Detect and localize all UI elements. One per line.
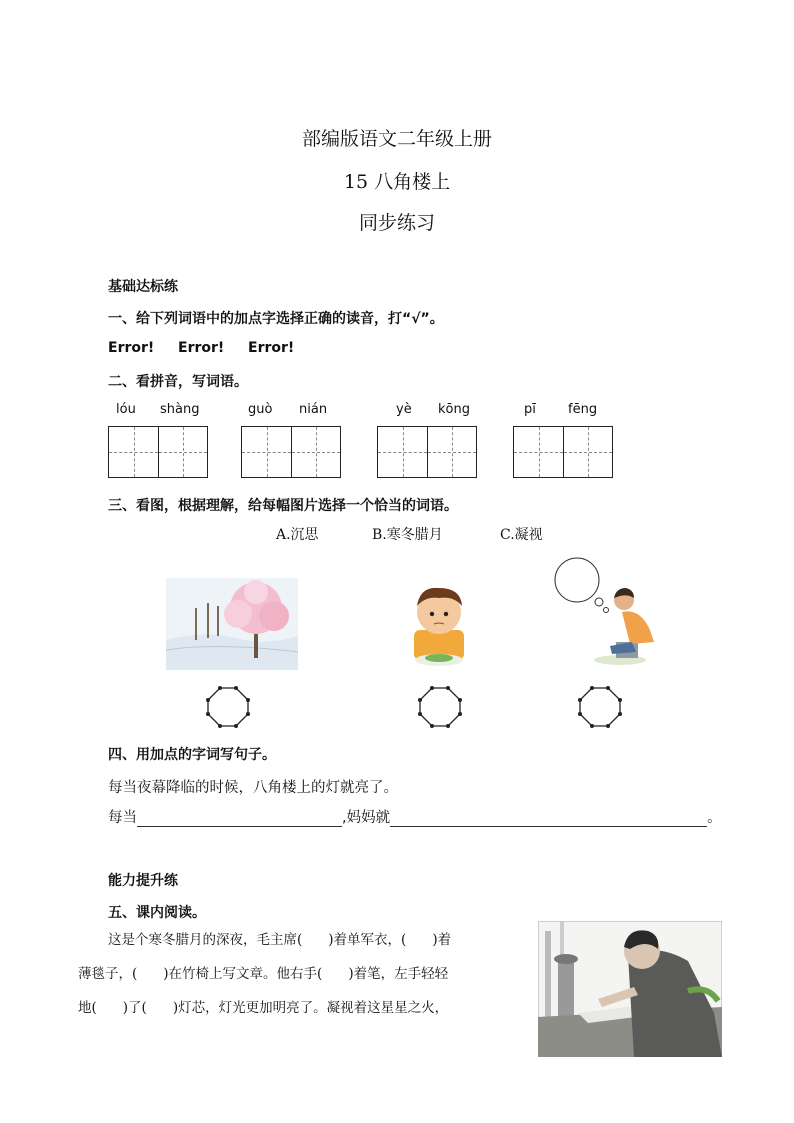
pinyin: fēng — [568, 402, 598, 417]
answer-octagon[interactable] — [206, 686, 250, 728]
page-title: 部编版语文二年级上册 — [301, 128, 492, 150]
writing-at-desk-picture — [538, 921, 722, 1057]
reading-passage-3 — [78, 991, 538, 1025]
q4-blank-1[interactable] — [137, 812, 342, 827]
writing-grid[interactable] — [513, 426, 613, 478]
q4-blank-end: 。 — [707, 810, 722, 826]
passage-line: 薄毯子，( )在竹椅上写文章。他右手( )着笔，左手轻轻 — [78, 966, 449, 982]
passage-line: 地( )了( )灯芯，灯光更加明亮了。凝视着这星星之火， — [78, 1000, 449, 1016]
q4-answer-line — [108, 806, 722, 827]
pinyin: lóu — [116, 402, 136, 417]
option-a: A.沉思 — [276, 527, 319, 543]
pinyin: nián — [299, 402, 328, 417]
error-text: Error! — [248, 340, 295, 356]
man-thinking-picture — [550, 556, 662, 668]
page-subtitle: 同步练习 — [358, 212, 435, 234]
winter-tree-picture — [166, 578, 298, 670]
q4-example: 每当夜幕降临的时候，八角楼上的灯就亮了。 — [108, 780, 398, 796]
passage-line: 这是个寒冬腊月的深夜，毛主席( )着单军衣，( )着 — [108, 932, 452, 948]
pinyin: kōng — [438, 402, 470, 417]
q2-prompt: 二、看拼音，写词语。 — [108, 374, 248, 390]
reading-passage — [108, 923, 528, 957]
q4-blank-mid: ,妈妈就 — [342, 810, 391, 826]
error-text: Error! — [178, 340, 225, 356]
boy-thinking-picture — [406, 578, 472, 670]
pinyin: yè — [396, 402, 412, 417]
q3-prompt: 三、看图，根据理解，给每幅图片选择一个恰当的词语。 — [108, 498, 458, 514]
q1-prompt: 一、给下列词语中的加点字选择正确的读音，打“√”。 — [108, 311, 444, 327]
writing-grid[interactable] — [377, 426, 477, 478]
q4-prompt: 四、用加点的字词写句子。 — [108, 747, 276, 763]
reading-passage-2 — [78, 957, 498, 991]
pinyin: pī — [524, 402, 536, 417]
pinyin: guò — [248, 402, 273, 417]
option-b: B.寒冬腊月 — [372, 527, 443, 543]
q4-blank-start: 每当 — [108, 810, 137, 826]
writing-grid[interactable] — [108, 426, 208, 478]
writing-grid[interactable] — [241, 426, 341, 478]
answer-octagon[interactable] — [578, 686, 622, 728]
lesson-title: 15 八角楼上 — [343, 171, 451, 193]
answer-octagon[interactable] — [418, 686, 462, 728]
error-text: Error! — [108, 340, 155, 356]
q4-blank-2[interactable] — [390, 812, 707, 827]
section-basic: 基础达标练 — [108, 279, 178, 295]
q5-prompt: 五、课内阅读。 — [108, 905, 206, 921]
section-advanced: 能力提升练 — [108, 873, 178, 889]
option-c: C.凝视 — [500, 527, 543, 543]
pinyin: shàng — [160, 402, 200, 417]
